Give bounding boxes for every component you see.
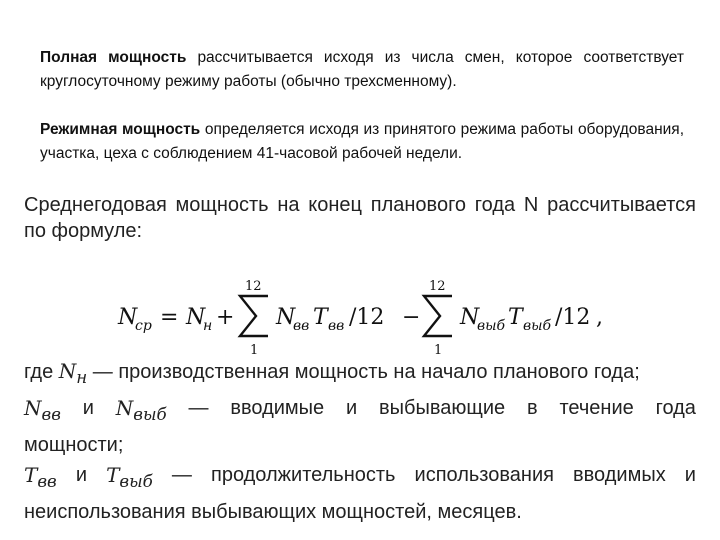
legend-word: выбывающие — [379, 397, 506, 419]
sum2-upper: 12 — [429, 279, 446, 294]
legend-tvyb-sub: выб — [119, 472, 153, 491]
full-capacity-text: рассчитывается исходя из числа смен, которое соответствует круглосуточному режиму работы (обычно трехсменному). — [40, 49, 684, 90]
legend-word: года — [655, 397, 696, 419]
mode-capacity-text: определяется исходя из принятого режима работы оборудования, участка, цеха с соблюдением 41-часовой рабочей недели. — [40, 121, 685, 162]
formula-nvv: N — [276, 305, 296, 330]
sum1-upper: 12 — [245, 279, 262, 294]
legend-word: течение — [559, 397, 634, 419]
legend-nvv-sub: вв — [41, 405, 61, 424]
paragraph-average-capacity — [24, 192, 696, 244]
sum2-sigma-icon — [424, 296, 452, 336]
legend-dash-1: — — [188, 397, 209, 419]
average-capacity-formula — [0, 262, 720, 362]
formula-comma: , — [596, 305, 603, 330]
legend-line-capacity: мощности; — [24, 434, 124, 456]
formula-equals: = — [160, 305, 179, 330]
legend-word: продолжительность — [211, 464, 396, 486]
legend-word: использования — [414, 464, 554, 486]
paragraph-mode-capacity — [40, 118, 684, 166]
sum2-lower: 1 — [434, 343, 443, 358]
formula-plus: + — [216, 305, 235, 330]
formula-n0-sub: н — [203, 318, 213, 334]
formula-tvyb-sub: выб — [523, 318, 552, 334]
term-mode-capacity: Режимная мощность — [40, 121, 201, 138]
legend-and-1: и — [82, 397, 94, 419]
formula-div2: /12 — [555, 305, 591, 330]
formula-lhs-sub: ср — [135, 318, 152, 334]
term-full-capacity: Полная мощность — [40, 49, 187, 66]
formula-div1: /12 — [349, 305, 385, 330]
legend-line-months: неиспользования выбывающих мощностей, месяцев. — [24, 501, 522, 523]
formula-n0: N — [186, 305, 206, 330]
legend-word: в — [527, 397, 538, 419]
legend-and-2: и — [75, 464, 87, 486]
sum1-lower: 1 — [250, 343, 259, 358]
formula-tvv: T — [313, 305, 328, 330]
paragraph-full-capacity — [40, 46, 684, 94]
legend-line-t — [24, 460, 696, 497]
legend-word: и — [684, 464, 696, 486]
formula-tvyb: T — [508, 305, 523, 330]
legend-where: где — [24, 361, 59, 383]
legend-word: и — [346, 397, 358, 419]
legend-tvyb-symbol: T — [106, 463, 120, 487]
legend-word: вводимые — [230, 397, 325, 419]
legend-n0-sub: н — [76, 368, 88, 387]
formula-nvv-sub: вв — [293, 318, 310, 334]
legend-nvv-symbol: N — [24, 396, 42, 420]
formula-nvyb-sub: выб — [477, 318, 506, 334]
average-capacity-text: Среднегодовая мощность на конец планового года N рассчитывается по формуле: — [24, 194, 696, 242]
formula-tvv-sub: вв — [328, 318, 345, 334]
legend-line-nvv — [24, 393, 696, 430]
formula-lhs-n: N — [118, 305, 138, 330]
legend-n0-text: — производственная мощность на начало планового года; — [87, 361, 640, 383]
formula-nvyb: N — [460, 305, 480, 330]
legend-word: вводимых — [573, 464, 666, 486]
legend-nvyb-sub: выб — [133, 405, 167, 424]
legend-tvv-sub: вв — [37, 472, 57, 491]
paragraph-legend — [24, 356, 696, 527]
legend-nvyb-symbol: N — [115, 396, 134, 420]
legend-tvv-symbol: T — [24, 463, 38, 487]
legend-line-n0 — [24, 356, 696, 393]
legend-n0-symbol: N — [58, 359, 77, 383]
legend-dash-2: — — [171, 464, 192, 486]
formula-minus: − — [402, 305, 421, 330]
sum1-sigma-icon — [240, 296, 268, 336]
